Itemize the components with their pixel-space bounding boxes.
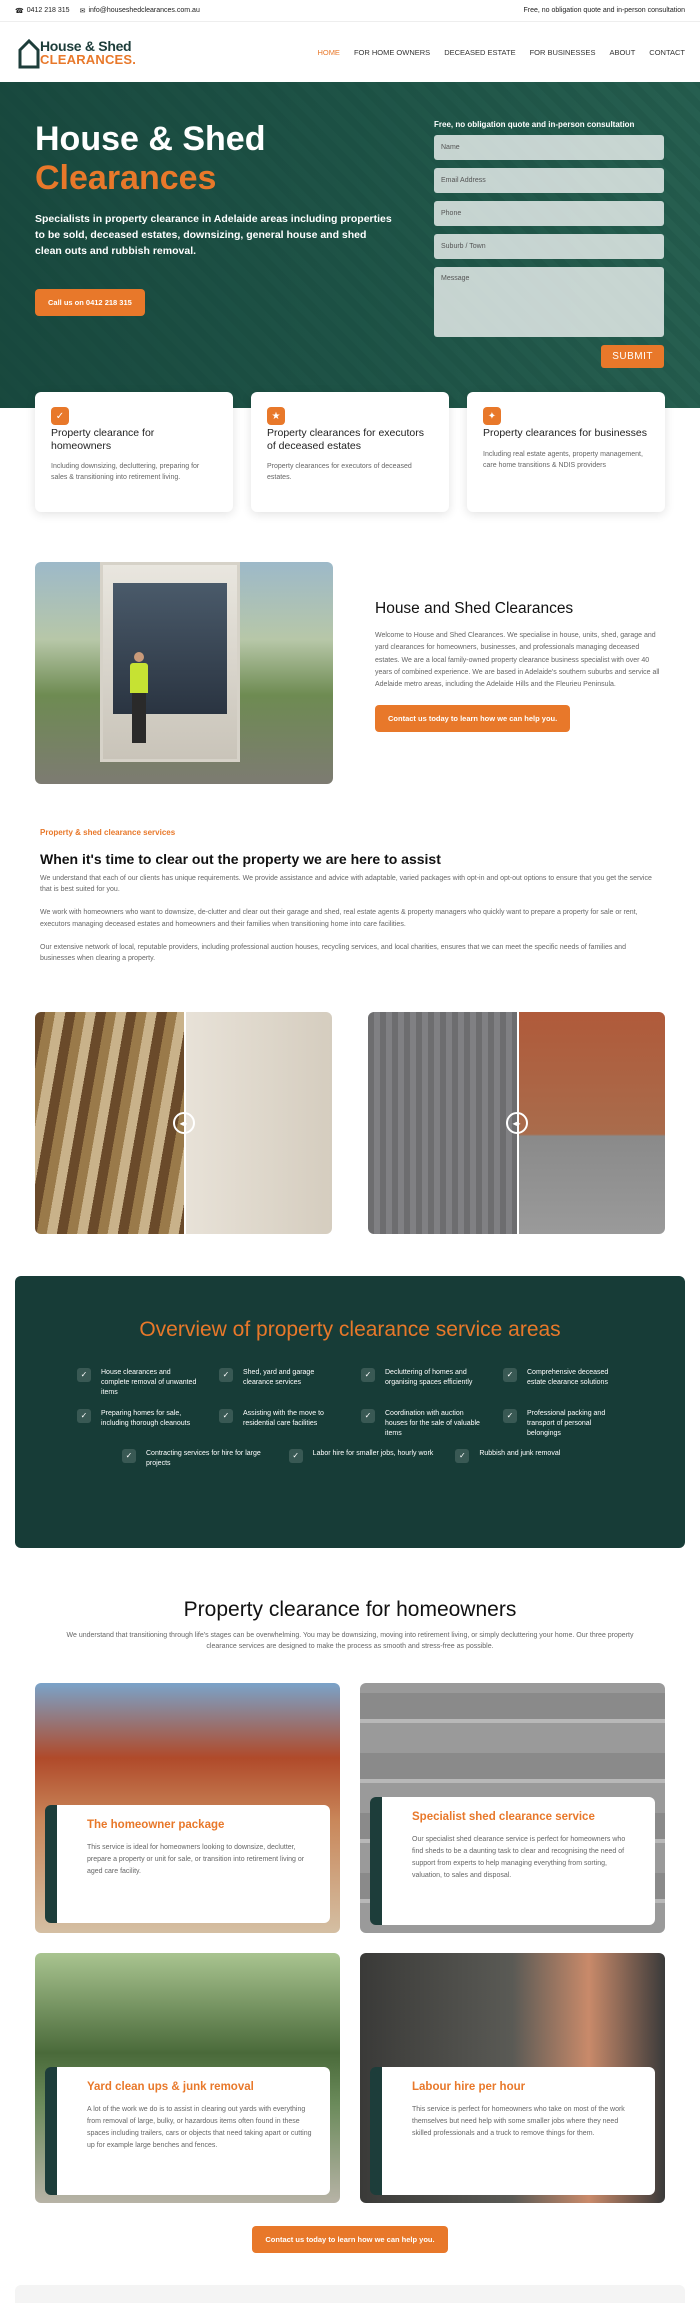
- package-title: Yard clean ups & junk removal: [87, 2080, 254, 2093]
- feature-card-executors[interactable]: ★ Property clearances for executors of deceased estates Property clearances for executors of deceased estates.: [251, 392, 449, 512]
- homeowners-title: Property clearance for homeowners: [183, 1598, 517, 1622]
- check-icon: ✓: [455, 1449, 469, 1463]
- email-link[interactable]: ✉ info@houseshedclearances.com.au: [79, 7, 200, 15]
- service-area-item: ✓ House clearances and complete removal of unwanted items: [77, 1368, 197, 1398]
- package-grid: [0, 1683, 700, 2203]
- check-icon: ✓: [122, 1449, 136, 1463]
- star-badge-icon: ★: [267, 407, 285, 425]
- service-areas-overview: [15, 1276, 685, 1548]
- feature-card-businesses[interactable]: ✦ Property clearances for businesses Including real estate agents, property management, care home transitions & NDIS providers: [467, 392, 665, 512]
- quote-form: [434, 120, 664, 368]
- package-homeowner[interactable]: [35, 1683, 340, 1933]
- check-icon: ✓: [219, 1368, 233, 1382]
- check-icon: ✓: [503, 1409, 517, 1423]
- check-icon: ✓: [503, 1368, 517, 1382]
- call-button[interactable]: Call us on 0412 218 315: [35, 289, 145, 316]
- hero-section: [0, 82, 700, 408]
- package-text: This service is ideal for homeowners looking to downsize, declutter, prepare a property or unit for sale, or transition into retirement living or aged care facility.: [87, 1843, 305, 1875]
- phone-field[interactable]: Phone: [434, 201, 664, 226]
- hero-title: House & Shed Clearances: [35, 120, 266, 198]
- house-logo-icon: [18, 34, 36, 70]
- home-check-icon: ✓: [51, 407, 69, 425]
- about-title: House and Shed Clearances: [375, 600, 574, 617]
- service-area-item: ✓ Coordination with auction houses for the sale of valuable items: [361, 1409, 481, 1439]
- overview-title: Overview of property clearance service areas: [139, 1318, 561, 1342]
- form-title: Free, no obligation quote and in-person consultation: [434, 120, 635, 129]
- phone-icon: ☎: [15, 7, 24, 15]
- nav-deceased-estate[interactable]: DECEASED ESTATE: [444, 47, 516, 57]
- mail-icon: ✉: [79, 7, 86, 15]
- homeowners-contact-button[interactable]: Contact us today to learn how we can help you.: [252, 2226, 447, 2253]
- message-field[interactable]: Message: [434, 267, 664, 337]
- nav-about[interactable]: ABOUT: [609, 47, 636, 57]
- main-nav: [317, 48, 685, 57]
- service-area-item: ✓ Preparing homes for sale, including thorough cleanouts: [77, 1409, 197, 1439]
- feature-card-homeowners[interactable]: ✓ Property clearance for homeowners Including downsizing, decluttering, preparing for sales & transitioning into retirement living.: [35, 392, 233, 512]
- package-text: Our specialist shed clearance service is perfect for homeowners who find sheds to be a daunting task to clear and recognising the need of support from experts to help managing everything from sorting, valuation, to sales and disposal.: [412, 1835, 626, 1880]
- homeowners-section: [0, 1598, 700, 1652]
- submit-button[interactable]: SUBMIT: [601, 345, 664, 368]
- service-area-item: ✓ Comprehensive deceased estate clearance solutions: [503, 1368, 623, 1398]
- services-paragraph: We work with homeowners who want to downsize, de-clutter and clear out their garage and shed, real estate agents & property managers who quickly want to prepare a property for sale or rent, executors managing deceased estates and homeowners and their families when transitioning home into care facilities.: [40, 909, 638, 928]
- services-eyebrow: Property & shed clearance services: [40, 828, 176, 837]
- top-bar: [0, 0, 700, 22]
- footer-strip: [15, 2285, 685, 2303]
- homeowners-intro: We understand that transitioning through life's stages can be overwhelming. You may be downsizing, moving into retirement living, or simply decluttering your home. Our three property clearance services are designed to make the process as smooth and stress-free as possible.: [66, 1632, 634, 1651]
- truck-photo: [35, 562, 333, 784]
- service-area-item: ✓ Assisting with the move to residential care facilities: [219, 1409, 339, 1439]
- name-field[interactable]: Name: [434, 135, 664, 160]
- phone-link[interactable]: ☎ 0412 218 315: [15, 7, 70, 15]
- feature-cards: [0, 392, 700, 492]
- suburb-field[interactable]: Suburb / Town: [434, 234, 664, 259]
- package-title: The homeowner package: [87, 1818, 225, 1831]
- services-paragraph: We understand that each of our clients has unique requirements. We provide assistance and advice with adaptable, varied packages with opt-in and opt-out options to ensure that you get the service that is best suited for you.: [40, 875, 652, 894]
- service-area-item: ✓ Decluttering of homes and organising spaces efficiently: [361, 1368, 481, 1398]
- service-area-item: ✓ Contracting services for hire for large projects: [122, 1449, 267, 1469]
- check-icon: ✓: [77, 1409, 91, 1423]
- services-intro: [0, 828, 700, 964]
- site-header: [0, 22, 700, 82]
- check-icon: ✓: [361, 1409, 375, 1423]
- before-after-slider-cupboard[interactable]: [35, 1012, 332, 1234]
- nav-home-owners[interactable]: FOR HOME OWNERS: [353, 47, 431, 57]
- service-area-item: ✓ Rubbish and junk removal: [455, 1449, 600, 1469]
- service-area-item: ✓ Shed, yard and garage clearance services: [219, 1368, 339, 1398]
- services-paragraph: Our extensive network of local, reputable providers, including professional auction houses, recycling services, and local charities, ensures that we can meet the specific needs of families and businesses when clearing a property.: [40, 943, 626, 962]
- nav-contact[interactable]: CONTACT: [649, 47, 685, 57]
- package-title: Specialist shed clearance service: [412, 1810, 595, 1823]
- check-icon: ✓: [219, 1409, 233, 1423]
- check-icon: ✓: [77, 1368, 91, 1382]
- nav-home[interactable]: HOME: [317, 47, 340, 57]
- hero-subtitle: Specialists in property clearance in Adelaide areas including properties to be sold, deceased estates, downsizing, general house and shed clean outs and rubbish removal.: [35, 213, 392, 257]
- nav-businesses[interactable]: FOR BUSINESSES: [529, 47, 596, 57]
- package-shed-clearance[interactable]: [360, 1683, 665, 1933]
- package-labour-hire[interactable]: [360, 1953, 665, 2203]
- check-icon: ✓: [289, 1449, 303, 1463]
- package-text: This service is perfect for homeowners who take on most of the work themselves but need help with some smaller jobs where they need skilled professionals and a truck to remove things for them.: [412, 2105, 625, 2137]
- package-yard-cleanup[interactable]: [35, 1953, 340, 2203]
- slider-handle-icon[interactable]: ◂▸: [173, 1112, 195, 1134]
- email-field[interactable]: Email Address: [434, 168, 664, 193]
- package-title: Labour hire per hour: [412, 2080, 526, 2093]
- before-after-slider-garage[interactable]: [368, 1012, 665, 1234]
- service-area-item: ✓ Labor hire for smaller jobs, hourly work: [289, 1449, 434, 1469]
- services-title: When it's time to clear out the property we are here to assist: [40, 851, 441, 867]
- site-logo[interactable]: House & Shed CLEARANCES.: [18, 34, 136, 70]
- check-icon: ✓: [361, 1368, 375, 1382]
- service-area-item: ✓ Professional packing and transport of personal belongings: [503, 1409, 623, 1439]
- top-tagline: Free, no obligation quote and in-person consultation: [523, 7, 685, 14]
- before-after-gallery: [0, 1012, 700, 1234]
- about-section: [0, 562, 700, 784]
- about-contact-button[interactable]: Contact us today to learn how we can help you.: [375, 705, 570, 732]
- people-icon: ✦: [483, 407, 501, 425]
- slider-handle-icon[interactable]: ◂▸: [506, 1112, 528, 1134]
- about-text: Welcome to House and Shed Clearances. We specialise in house, units, shed, garage and yard clearances for homeowners, businesses, and professionals managing deceased estates. We are a local family-owned property clearance business specialist with over 40 years of combined experience. We are based in Adelaide's southern suburbs and service all Adelaide metro areas, including the Adelaide Hills and the Fleurieu Peninsula.: [375, 632, 660, 688]
- package-text: A lot of the work we do is to assist in clearing out yards with everything from removal of large, bulky, or hazardous items often found in these spaces including trailers, cars or objects that need taking apart or cutting up for example large benches and fences.: [87, 2105, 312, 2150]
